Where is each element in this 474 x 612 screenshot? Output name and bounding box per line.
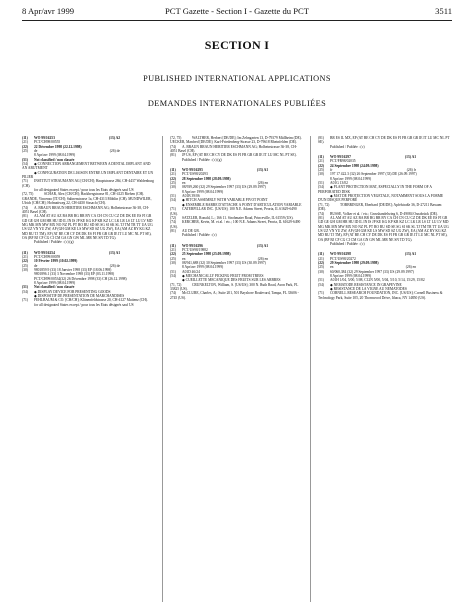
publication-entry	[318, 136, 450, 149]
field-code: (11)	[170, 243, 176, 248]
field-text: SATZLER, Ronald, L.; 166 11. Strohmaier Road, Princeville, IL 61559 (US).	[182, 215, 294, 220]
field-code: (25)	[318, 265, 324, 270]
header-rule	[22, 20, 452, 21]
diamond-bullet-icon: ◆	[34, 170, 38, 175]
entry-field	[22, 192, 154, 205]
entry-field	[318, 216, 450, 242]
entry-field	[22, 206, 154, 215]
field-code: (21)	[170, 247, 176, 252]
field-text: KERCHER, Kevin, M. et al. / etc.; 100 N.E. Adams Street, Peoria, IL 61629-6490 (US).	[170, 220, 301, 229]
entry-field	[22, 303, 154, 307]
entry-field	[318, 291, 450, 300]
diamond-bullet-icon: ◆	[330, 282, 334, 287]
field-code: (71, 72)	[318, 202, 330, 207]
entry-field	[318, 203, 450, 212]
header-date: 8 Apr/avr 1999	[22, 6, 75, 16]
field-text: DISPOSITIF DE PRÉSENTATION DE MARCHANDISES	[37, 294, 125, 299]
field-code: (81)	[318, 136, 324, 140]
field-code: (71)	[318, 291, 324, 296]
field-text: 9801859.9 (33) 18 Janvier 1998 (33) EP (18.06.1998)	[34, 267, 112, 272]
field-text: en	[330, 265, 334, 270]
field-code: (51)	[318, 278, 324, 283]
field-text: MECHANICALLY PICKING FRUIT FROM TREES	[185, 273, 264, 278]
field-text: Published / Publiée : (c)	[182, 233, 217, 238]
field-code: (11)	[318, 252, 324, 257]
field-code: (11)	[318, 155, 324, 160]
publication-entry	[22, 251, 154, 307]
field-code: (25)	[22, 149, 28, 154]
field-kind-code: (26) fr	[406, 168, 416, 173]
field-text: PLANT PROTECTION MAT, ESPECIALLY IN THE FORM OF A PERFORATED DISK	[318, 185, 432, 194]
field-code: (11)	[22, 250, 28, 255]
field-text: 29 Septembre 1998 (29.09.1998)	[330, 260, 379, 265]
field-text: BR ES IL MX, EP (AT BE CH CY DE DK ES FI FR GB GR IE IT LU MC NL PT SE).	[318, 136, 450, 145]
diamond-bullet-icon: ◆	[330, 287, 334, 291]
field-code: (25)	[170, 181, 176, 186]
field-text: 8 Apr/avr 1999 (08.04.1999)	[34, 153, 76, 158]
field-code: (54)	[318, 282, 324, 287]
field-code: (22)	[318, 163, 324, 168]
field-code: (54)	[170, 273, 176, 278]
entry-field	[318, 185, 450, 194]
publication-entry	[170, 136, 302, 162]
field-text: Published / Publiée : (c) (g)	[182, 157, 222, 162]
field-text: for all designated States except / pour tous les États désignés sauf US	[34, 188, 134, 193]
field-text: INSTITUT STRAUMANN AG [CH/CH]; Hauptstrasse 28d, CH-4437 Waldenburg (CH).	[22, 179, 154, 188]
entry-field	[170, 136, 302, 145]
publication-entry	[318, 155, 450, 246]
diamond-bullet-icon: ◆	[34, 289, 38, 294]
field-text: CONFIGURATION DE LIAISON ENTRE UN IMPLANT DENTAIRE ET UN PILIER	[22, 170, 154, 180]
column-left	[22, 136, 154, 606]
field-code: (25)	[170, 256, 176, 261]
publication-entry	[170, 244, 302, 300]
field-text: NEMATODE RESISTANCE IN GRAPEVINE	[333, 282, 402, 287]
field-text: CRUNKELTON, William, S. [US/US]; 300 N. Ruth Road, Avon Park, FL 33825 (US).	[170, 282, 299, 291]
field-text: Published / Publiée : (c)	[330, 144, 365, 149]
field-code: (81)	[22, 214, 28, 219]
column-rule	[310, 136, 311, 602]
field-kind-code: (13) A1	[404, 155, 416, 160]
header-page-number: 3511	[435, 6, 452, 16]
field-text: CORNELL RESEARCH FOUNDATION, INC. [US/US]; Cornell Business & Technology Park, Suite 105, 20 Thornwood Drive, Ithaca, NY 14850 (US).	[318, 291, 443, 300]
field-code: (22)	[22, 144, 28, 149]
field-text: MAT DE PROTECTION VÉGÉTALE, NOTAMMENT SOUS LA FORME D'UN DISQUE PERFORÉ	[318, 194, 444, 203]
diamond-bullet-icon: ◆	[182, 278, 186, 283]
publication-entry	[318, 252, 450, 300]
field-text: 8 Apr/avr 1999 (08.04.1999)	[34, 281, 76, 285]
field-text: ENSEMBLE BARRE D'ATTACHE À POINT D'ARTICULATION VARIABLE	[185, 202, 302, 207]
diamond-bullet-icon: ◆	[182, 198, 186, 203]
field-code: (11)	[22, 136, 28, 140]
field-code: (30)	[170, 260, 176, 265]
field-text: en	[182, 256, 186, 261]
field-text: en	[182, 181, 186, 186]
field-code: (81)	[170, 153, 176, 158]
field-kind-code: (26) en	[405, 265, 416, 270]
field-text: 24 Septembre 1998 (24.09.1998)	[330, 163, 379, 168]
field-code: (74)	[22, 205, 28, 210]
entry-field	[170, 291, 302, 300]
field-text: JP US, EP (AT BE CH CY DE DK ES FI FR GB GR IE IT LU MC NL PT SE).	[182, 153, 297, 158]
field-kind-code: (26) de	[109, 263, 120, 268]
field-code: (81)	[318, 215, 324, 220]
field-text: 08/941,688 (32) 30 September 1997 (33) US (30.09.1997)	[182, 260, 266, 265]
field-code: (74)	[170, 144, 176, 149]
field-text: CONNECTION ARRANGEMENT BETWEEN A DENTAL IMPLANT AND AN ABUTMENT	[22, 162, 151, 171]
field-text: CATERPILLAR INC. [US/US]; 100 N.E. Adams Street, Peoria, IL 61629-6490 (US).	[170, 207, 297, 216]
field-kind-code: (13) A1	[256, 168, 268, 173]
entry-field	[318, 136, 450, 145]
entry-field	[170, 283, 302, 292]
field-code: (21)	[22, 140, 28, 145]
field-text: 10 Février 1999 (10.02.1999)	[34, 259, 78, 264]
section-subtitle-fr: DEMANDES INTERNATIONALES PUBLIÉES	[147, 99, 327, 108]
field-text: Not classified / non classée	[34, 157, 75, 162]
field-text: A01B 39/06	[182, 194, 200, 199]
field-text: PCT/CH99/00534(32) 26 Décembre 1998 (33) CH (26.12.1998)	[34, 276, 127, 281]
field-text: AL AM AT AU AZ BA BB BG BR BY CA CH CN CU CZ DE DK EE ES FI GB GD GE GH GM HR HU ID IL IN IS JP KE KG KP KR KZ LC LK LR LS LT LU LV MD MG MK MN MW MX NO NZ PL PT RO RU SD SE SG SI SK SL TJ TM TR TT UA UG US UZ VN YU ZW, AP (GH GM KE LS MW SD SZ UG ZW), EA (AM AZ BY KG KZ MD RU TJ TM), EP (AT BE CH CY DE DK ES FI FR GB GR IE IT LU MC NL PT SE), OA (BF BJ CF CG CI CM GA GN GW ML MR NE SN TD TG).	[318, 215, 449, 242]
field-text: TÖBBRINGER, Eberhard [DE/DE]; Apfelstraße 36, D-27211 Bassum (DE).	[318, 202, 442, 212]
field-text: 28 Septembre 1998 (28.09.1998)	[182, 176, 231, 181]
field-text: A01G 13/02	[330, 181, 348, 186]
field-code: (72, 75)	[22, 192, 34, 197]
field-kind-code: (13) A1	[404, 252, 416, 257]
field-code: (21)	[318, 256, 324, 261]
field-code: (54)	[318, 185, 324, 190]
entry-field	[170, 145, 302, 154]
entry-field	[22, 214, 154, 240]
field-code: (22)	[170, 252, 176, 257]
field-text: 8 Apr/avr 1999 (08.04.1999)	[182, 189, 224, 194]
field-kind-code: (26) en	[257, 256, 268, 261]
field-text: WO 99/16297	[330, 155, 351, 160]
diamond-bullet-icon: ◆	[182, 202, 186, 207]
field-text: WALTHER, Herbert [DE/DE]; Im Zehngarten 13, D-79379 Müllheim (DE). UECKER, Manfred [DE/DE]; Karl-Friedenberg-Strasse 23, D-79618 Rheinfelden (DE).	[170, 136, 302, 145]
field-text: PCT/US98/20293	[182, 172, 208, 177]
field-kind-code: (13) A2	[108, 136, 120, 140]
field-kind-code: (13) A1	[108, 250, 120, 255]
field-code: (71)	[170, 207, 176, 212]
entry-field	[170, 233, 302, 237]
column-right	[318, 136, 450, 606]
field-text: fr	[330, 168, 333, 173]
field-text: CUEILLETTE MÉCANIQUE DES FRUITS SUR LES ARBRES	[185, 278, 281, 283]
running-header	[22, 6, 452, 18]
field-code: (74)	[170, 220, 176, 225]
field-text: WO 99/16298	[330, 252, 351, 257]
field-code: (22)	[22, 259, 28, 264]
field-text: 25 Septembre 1998 (25.09.1998)	[182, 252, 231, 257]
field-text: Published / Publiée : (c)	[330, 241, 365, 246]
field-text: WO 99/16254	[34, 250, 55, 255]
field-code: (21)	[170, 172, 176, 177]
field-code: (51)	[22, 285, 28, 290]
field-code: (51)	[170, 269, 176, 274]
field-text: A. BRAUN BRAUN HERITIER ESCHMANN AG; Holbeinstrasse 36-38, CH-4051 Basel (CH).	[22, 205, 149, 214]
field-code: (54)	[22, 289, 28, 294]
diamond-bullet-icon: ◆	[34, 294, 38, 299]
publication-entry	[22, 136, 154, 245]
field-text: BUSSE, Volker et al. / etc.; Grosshandelsring 6, D-49084 Osnabrück (DE).	[330, 211, 438, 216]
entry-field	[170, 158, 302, 162]
field-code: (30)	[22, 267, 28, 272]
entry-field	[22, 179, 154, 188]
field-code: (72)	[170, 215, 176, 220]
field-code: (74)	[318, 211, 324, 216]
field-code: (74)	[170, 291, 176, 296]
field-text: FEHLBAUM & CO. [CH/CH]; Klünenfeldstrasse 20, CH-4127 Muttenz (CH).	[34, 298, 148, 303]
field-code: (51)	[318, 181, 324, 186]
field-text: 22 Décembre 1998 (22.12.1998)	[34, 144, 82, 149]
entry-field	[170, 220, 302, 229]
field-kind-code: (13) A1	[256, 243, 268, 248]
entry-field	[22, 240, 154, 244]
field-code: (25)	[318, 168, 324, 173]
field-text: RÉSISTANCE DE LA VIGNE AU NÉMATODES	[333, 287, 407, 291]
entry-field	[318, 242, 450, 246]
field-text: 08/939,260 (32) 29 September 1997 (33) US (29.09.1997)	[182, 185, 266, 190]
field-kind-code: (26) en	[257, 181, 268, 186]
header-title: PCT Gazette - Section I - Gazette du PCT	[165, 6, 309, 16]
field-code: (30)	[170, 185, 176, 190]
field-code: (71)	[22, 298, 28, 303]
field-code: (25)	[22, 263, 28, 268]
column-middle	[170, 136, 302, 606]
diamond-bullet-icon: ◆	[330, 185, 334, 190]
field-code: (21)	[22, 254, 28, 259]
diamond-bullet-icon: ◆	[34, 162, 38, 167]
field-text: PCT/FR98/02035	[330, 159, 356, 164]
column-rule	[162, 136, 163, 602]
entry-field	[170, 207, 302, 216]
field-text: McCLURE, Charles, A.; Suite 201, 501 Bayshore Boulevard, Tampa, FL 33606 - 2745 (US).	[170, 291, 299, 300]
field-text: 8 Apr/avr 1999 (08.04.1999)	[330, 176, 372, 181]
field-code: (22)	[170, 176, 176, 181]
section-title: SECTION I	[204, 38, 270, 52]
field-text: AU DE GB.	[182, 228, 200, 233]
field-code: (81)	[170, 228, 176, 233]
field-text: 197 17 422.3 (32) 26 September 1997 (33) DE (26.09.1997)	[330, 172, 417, 177]
field-code: (71, 72)	[170, 282, 182, 287]
field-code: (71)	[22, 179, 28, 184]
entry-field	[22, 162, 154, 171]
diamond-bullet-icon: ◆	[330, 194, 334, 199]
field-text: SCHÄR, Alex [CH/CH]; Hackbergstrasse 81, CH-4125 Riehen (CH). GRANDE, Vincenzo [IT/CH]; Salinenstrasse 1a, CH-4313 Möhlin (CH). MUNDWILER, Ulrich [CH/CH]; Hofmattweg 22, CH-4450 Sissach (CH).	[22, 192, 152, 206]
field-code: (54)	[170, 198, 176, 203]
field-text: WO 99/16295	[182, 168, 203, 173]
field-text: for all designated States except / pour tous les États désignés sauf US	[34, 302, 134, 307]
entry-field	[318, 194, 450, 203]
field-code: (51)	[170, 194, 176, 199]
field-text: A. BRAUN BRAUN HERITIER ESCHMANN AG; Holbeinstrasse 36-38, CH-4051 Basel (CH).	[170, 144, 297, 154]
field-text: de	[34, 149, 38, 154]
field-code: (30)	[318, 172, 324, 177]
field-text: AL AM AT AU AZ BA BB BG BR BY CA CH CN CU CZ DE DK EE ES FI GB GD GE GH GM HR HU ID IL IN IS JP KE KG KP KR KZ LC LK LR LS LT LU LV MD MG MK MN MW MX NO NZ PL PT RO RU SD SE SG SI SK SL TJ TM TR TT UA UG US UZ VN YU ZW, AP (GH GM KE LS MW SD SZ UG ZW), EA (AM AZ BY KG KZ MD RU TJ TM), EP (AT BE CH CY DE DK ES FI FR GB GR IE IT LU MC NL PT SE), OA (BF BJ CF CG CI CM GA GN GW ML MR NE SN TD TG).	[22, 214, 153, 240]
entry-field	[22, 171, 154, 180]
field-text: 8 Apr/avr 1999 (08.04.1999)	[182, 265, 224, 270]
field-text: de	[34, 263, 38, 268]
field-code: (30)	[318, 269, 324, 274]
field-code: (11)	[170, 168, 176, 173]
field-text: 8 Apr/avr 1999 (08.04.1999)	[330, 273, 372, 278]
field-code: (51)	[22, 157, 28, 162]
field-text: Published / Publiée : (c) (g)	[34, 240, 74, 245]
entry-field	[318, 145, 450, 149]
field-code: (22)	[318, 260, 324, 265]
section-subtitle-en: PUBLISHED INTERNATIONAL APPLICATIONS	[143, 74, 331, 83]
field-text: PCT/US98/20272	[330, 256, 356, 261]
field-text: PCT/US98/19882	[182, 247, 208, 252]
field-code: (54)	[22, 162, 28, 167]
field-text: A01H 1/04, 5/00, 5/08, C12N 5/00, 5/04, 5/10, 5/14, 15/29, 15/82	[330, 278, 425, 283]
field-code: (72, 75)	[170, 136, 182, 140]
field-text: WO 99/16253	[34, 136, 55, 140]
field-text: 60/060,384 (32) 29 September 1997 (33) US (29.09.1997)	[330, 269, 414, 274]
field-text: A01D 46/24	[182, 269, 200, 274]
field-text: PCT/CH98/00555	[34, 140, 61, 145]
diamond-bullet-icon: ◆	[182, 273, 186, 278]
field-text: HITCH ASSEMBLY WITH VARIABLE PIVOT POINT	[185, 198, 268, 203]
publication-entry	[170, 168, 302, 238]
field-text: Not classified / non classée	[34, 285, 75, 290]
field-kind-code: (26) de	[109, 149, 120, 154]
field-text: PCT/CH99/00059	[34, 254, 61, 259]
field-text: 9801896.1 (33) 3 Novembre 1998 (33) EP (03.11.1998)	[34, 272, 115, 277]
field-text: DISPLAY DEVICE FOR PRESENTING GOODS	[37, 289, 111, 294]
field-text: WO 99/16296	[182, 243, 203, 248]
field-code: (21)	[318, 159, 324, 164]
